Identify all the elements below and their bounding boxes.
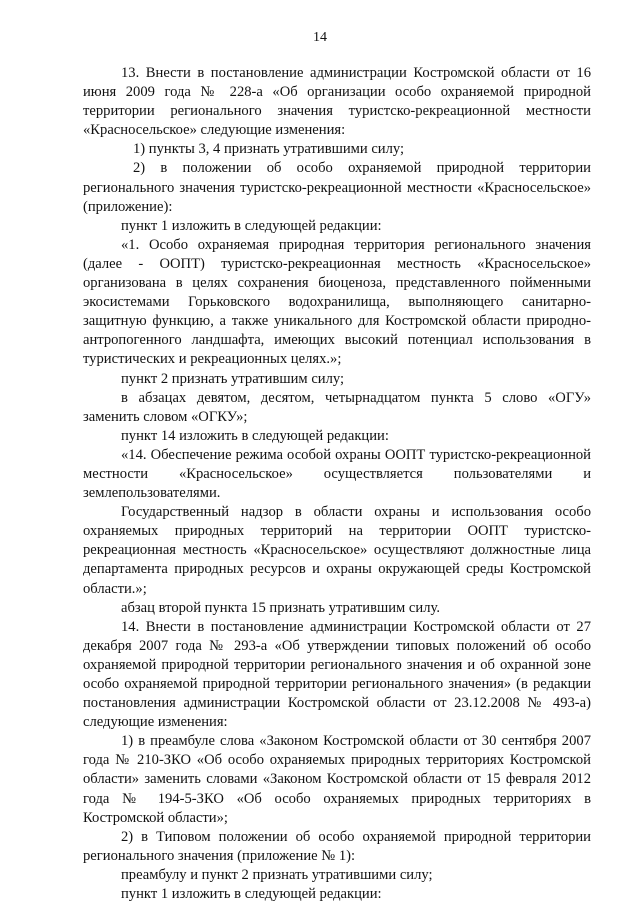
paragraph-item-1: 1) пункты 3, 4 признать утратившими силу;: [133, 141, 405, 158]
paragraph: 1) в преамбуле слова «Законом Костромской области от 30 сентября 2007 года № 210-ЗКО «Об особо охраняемых природных территориях Костромской области» заменить словами «Законом Костромской области от 15 февраля 2012 года № 194-5-ЗКО «Об особо охраняемых природных территориях в Костромской области»;: [83, 733, 591, 826]
paragraph: абзац второй пункта 15 признать утратившим силу.: [121, 599, 440, 616]
document-body: [83, 64, 591, 904]
paragraph: пункт 14 изложить в следующей редакции:: [121, 427, 389, 444]
paragraph: пункт 1 изложить в следующей редакции:: [121, 886, 382, 903]
page-number: 14: [313, 30, 327, 45]
paragraph: 2) в Типовом положении об особо охраняемой природной территории регионального значения (приложение № 1):: [83, 828, 591, 864]
paragraph-quote-point-1: «1. Особо охраняемая природная территория регионального значения (далее - ООПТ) туристско-рекреационная местность «Красносельское» организована в целях сохранения биоценоза, представленного пойменными экосистемами Горьковского водохранилища, выполняющего санитарно-защитную функцию, а также уникального для Костромской области природно-антропогенного ландшафта, имеющих высокий потенциал использования в туристических и рекреационных целях.»;: [83, 236, 591, 368]
paragraph: пункт 2 признать утратившим силу;: [121, 370, 345, 387]
paragraph: пункт 1 изложить в следующей редакции:: [121, 217, 382, 234]
paragraph: Государственный надзор в области охраны и использования особо охраняемых природных территорий на территории ООПТ туристско-рекреационная местность «Красносельское» осуществляют должностные лица департамента природных ресурсов и охраны окружающей среды Костромской области.»;: [83, 504, 591, 597]
paragraph: в абзацах девятом, десятом, четырнадцатом пункта 5 слово «ОГУ» заменить словом «ОГКУ»;: [83, 389, 591, 425]
paragraph-13-intro: 13. Внести в постановление администрации Костромской области от 16 июня 2009 года № 228-а «Об организации особо охраняемой природной территории регионального значения туристско-рекреационной местности «Красносельское» следующие изменения:: [83, 65, 591, 139]
paragraph: преамбулу и пункт 2 признать утратившими силу;: [121, 866, 433, 883]
paragraph-14-intro: 14. Внести в постановление администрации Костромской области от 27 декабря 2007 года № 293-а «Об утверждении типовых положений об особо охраняемой природной территории регионального значения и об охранной зоне особо охраняемой природной территории регионального значения» (в редакции постановления администрации Костромской области от 23.12.2008 № 493-а) следующие изменения:: [83, 618, 591, 731]
paragraph-item-2: 2) в положении об особо охраняемой природной территории регионального значения туристско-рекреационной местности «Красносельское» (приложение):: [83, 160, 591, 215]
paragraph-quote-point-14: «14. Обеспечение режима особой охраны ООПТ туристско-рекреационной местности «Красносельское» осуществляется пользователями и землепользователями.: [83, 446, 591, 502]
